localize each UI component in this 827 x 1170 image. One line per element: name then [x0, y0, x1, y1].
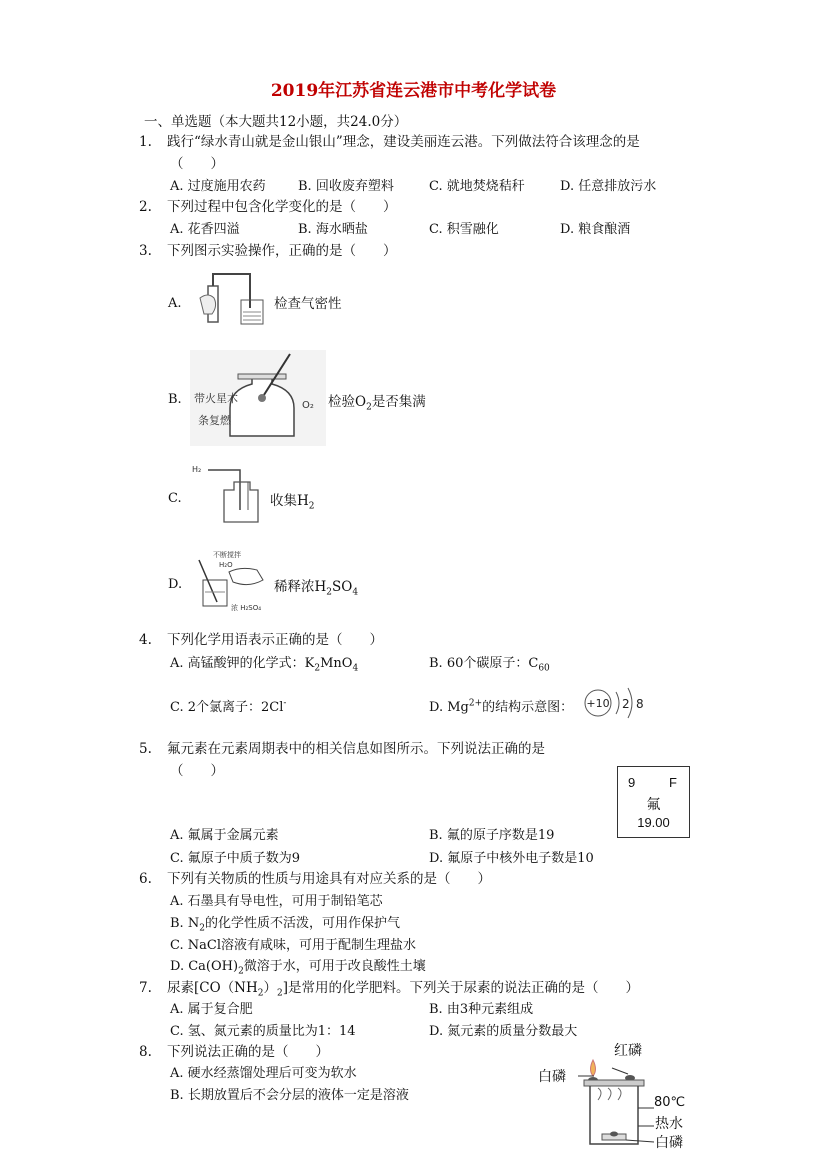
question-text: 氟元素在元素周期表中的相关信息如图所示。下列说法正确的是	[167, 741, 545, 757]
option-a: A. 花香四溢	[170, 222, 240, 237]
element-symbol: F	[669, 775, 677, 790]
question-number: 2.	[139, 199, 152, 215]
white-phosphorus-label: 白磷	[538, 1069, 566, 1085]
option-a: A. 过度施用农药	[170, 179, 266, 194]
option-b: B.	[168, 392, 182, 407]
option-d: D. $Ca(OH)_2$微溶于水，可用于改良酸性土壤	[170, 959, 426, 977]
hydrogen-collect-figure	[190, 462, 266, 526]
question-text: 下列说法正确的是（ ）	[167, 1044, 329, 1060]
option-a: A. 硬水经蒸馏处理后可变为软水	[170, 1066, 357, 1081]
stir-label: 不断搅拌	[213, 551, 241, 559]
o2-label: O₂	[302, 400, 314, 411]
periodic-element-card	[617, 766, 690, 838]
question-number: 6.	[139, 871, 152, 887]
question-text: 下列有关物质的性质与用途具有对应关系的是（ ）	[167, 871, 491, 887]
option-b: B. 长期放置后不会分层的液体一定是溶液	[170, 1088, 409, 1103]
option-d: D. 氮元素的质量分数最大	[429, 1024, 578, 1039]
h2-label: H₂	[192, 465, 202, 474]
shell-2: 8	[636, 697, 644, 711]
hot-water-label: 热水	[655, 1116, 683, 1132]
option-b: B. $N_2$的化学性质不活泼，可用作保护气	[170, 916, 400, 934]
option-c: C. 氟原子中质子数为9	[170, 851, 301, 866]
option-a: A. 石墨具有导电性，可用于制铅笔芯	[170, 894, 383, 909]
question-number: 5.	[139, 741, 152, 757]
option-d-caption: 稀释浓$H_2SO_4$	[274, 579, 359, 598]
option-a: A. 氟属于金属元素	[170, 828, 279, 843]
atomic-number: 9	[628, 775, 636, 790]
airtightness-check-figure	[188, 268, 270, 330]
element-name: 氟	[646, 796, 661, 812]
temperature-label: 80℃	[654, 1095, 686, 1110]
option-c: C.	[168, 491, 182, 506]
question-number: 4.	[139, 632, 152, 648]
question-number: 1.	[139, 134, 152, 150]
option-d: D. $Mg^{2+}$的结构示意图：	[429, 698, 574, 715]
option-a: A. 属于复合肥	[170, 1002, 253, 1017]
option-d: D.	[168, 577, 183, 592]
nucleus-charge: +10	[586, 697, 610, 710]
option-c: C. 氢、氮元素的质量比为1：14	[170, 1024, 356, 1039]
option-b: B. 60个碳原子：$C_{60}$	[429, 656, 550, 674]
question-number: 7.	[139, 980, 152, 996]
question-text: 践行“绿水青山就是金山银山”理念，建设美丽连云港。下列做法符合该理念的是	[167, 134, 640, 150]
section-heading: 一、单选题（本大题共12小题，共24.0分）	[144, 114, 408, 130]
option-c: C. 2个氯离子：2Cl-	[170, 698, 287, 715]
option-a: A. 高锰酸钾的化学式：$K_2MnO_4$	[170, 656, 359, 674]
option-b: B. 由3种元素组成	[429, 1002, 534, 1017]
option-b: B. 海水晒盐	[298, 222, 368, 237]
phosphorus-combustion-figure	[538, 1040, 688, 1152]
option-d: D. 任意排放污水	[560, 179, 657, 194]
answer-blank: （ ）	[170, 156, 224, 172]
option-b: B. 回收废弃塑料	[298, 179, 394, 194]
option-d: D. 氟原子中核外电子数是10	[429, 851, 594, 866]
question-text: 下列图示实验操作，正确的是（ ）	[167, 243, 397, 259]
page-title: 2019年江苏省连云港市中考化学试卷	[270, 81, 557, 101]
splint-label-2: 条复燃	[198, 414, 231, 427]
option-d: D. 粮食酿酒	[560, 222, 631, 237]
option-a: A.	[168, 296, 182, 311]
option-c: C. 就地焚烧秸秆	[429, 179, 525, 194]
option-b-caption: 检验$O_2$是否集满	[328, 394, 426, 413]
option-b: B. 氟的原子序数是19	[429, 828, 555, 843]
ion-structure-diagram	[582, 684, 648, 724]
atomic-mass: 19.00	[637, 815, 670, 830]
option-a-caption: 检查气密性	[274, 296, 342, 312]
oxygen-test-figure	[190, 350, 326, 446]
answer-blank: （ ）	[170, 763, 224, 779]
acid-label: 浓 H₂SO₄	[231, 604, 262, 612]
acid-dilution-figure	[193, 548, 269, 614]
question-text: 尿素$[CO(NH_2)_2]$是常用的化学肥料。下列关于尿素的说法正确的是（ ）	[167, 980, 639, 999]
option-c-caption: 收集$H_2$	[270, 493, 315, 512]
white-phosphorus-label-2: 白磷	[655, 1135, 683, 1151]
splint-label-1: 带火星木	[194, 392, 238, 405]
option-c: C. 积雪融化	[429, 222, 499, 237]
red-phosphorus-label: 红磷	[614, 1043, 642, 1059]
shell-1: 2	[622, 697, 630, 711]
question-text: 下列化学用语表示正确的是（ ）	[167, 632, 383, 648]
option-c: C. NaCl溶液有咸味，可用于配制生理盐水	[170, 938, 416, 953]
question-text: 下列过程中包含化学变化的是（ ）	[167, 199, 397, 215]
water-label: H₂O	[219, 561, 233, 569]
question-number: 3.	[139, 243, 152, 259]
question-number: 8.	[139, 1044, 152, 1060]
